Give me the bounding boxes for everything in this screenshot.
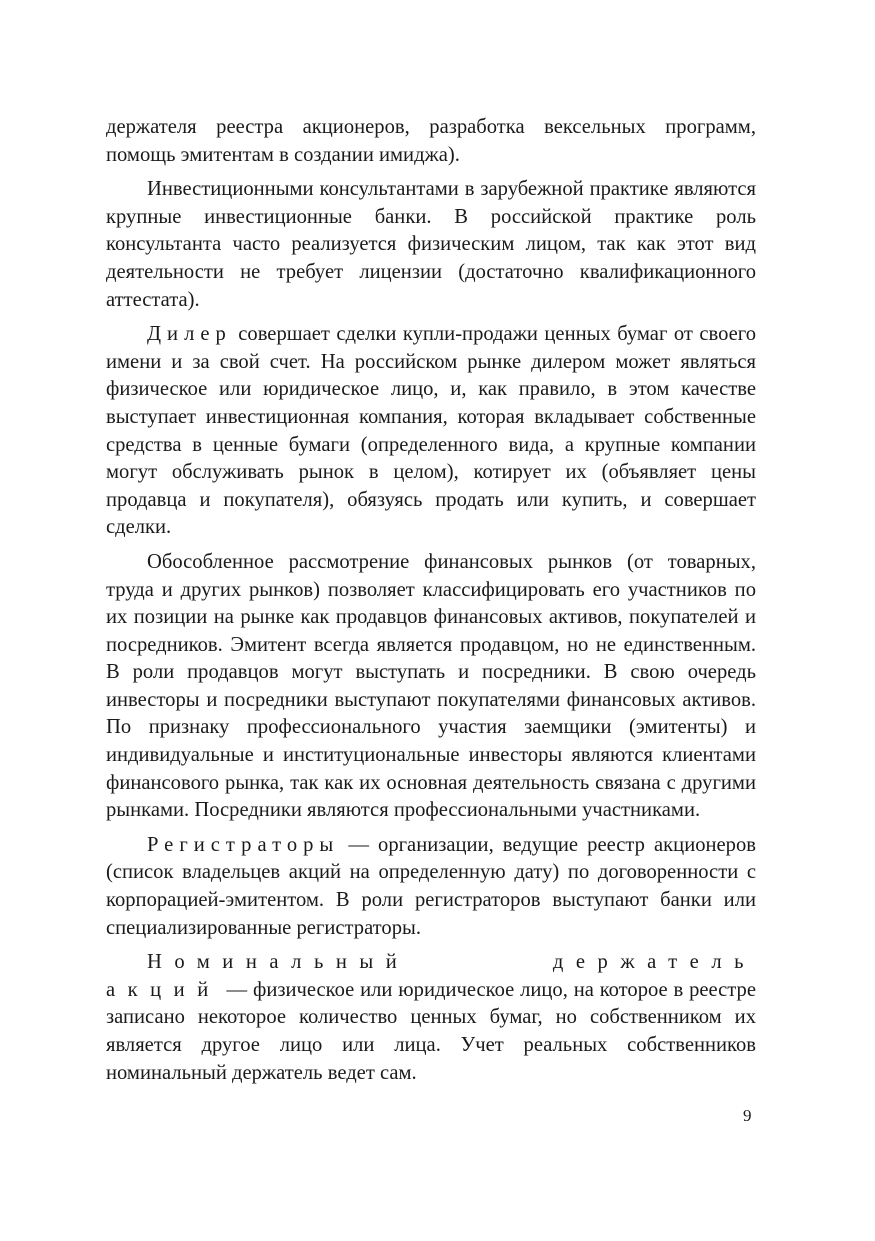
nominee-holder-definition: — физическое или юридическое лицо, на которое в реестре записано некоторое количество ценных бумаг, но собственником их является другое лицо или лица. Учет реальных собственников номинальный держатель ведет сам. <box>106 978 756 1084</box>
paragraph-consultants: Инвестиционными консультантами в зарубежной практике являются крупные инвестиционные банки. В российской практике роль консультанта часто реализуется физическим лицом, так как этот вид деятельности не требует лицензии (достаточно квалификационного аттестата). <box>106 178 756 311</box>
page-number: 9 <box>743 1106 752 1125</box>
paragraph-registrars <box>106 832 756 942</box>
paragraph-dealer <box>106 321 756 542</box>
term-nominee-holder: Номинальный держатель акций <box>106 951 756 1001</box>
term-dealer: Дилер <box>147 323 232 346</box>
paragraph-nominee-holder <box>106 949 756 1087</box>
paragraph-market-participants: Обособленное рассмотрение финансовых рынков (от товарных, труда и других рынков) позволяет классифицировать его участников по их позиции на рынке как продавцов финансовых активов, покупателей и посредников. Эмитент всегда является продавцом, но не единственным. В роли продавцов могут выступать и посредники. В свою очередь инвесторы и посредники выступают покупателями финансовых активов. По признаку профессионального участия заемщики (эмитенты) и индивидуальные и институциональные инвесторы являются клиентами финансового рынка, так как их основная деятельность связана с другими рынками. Посредники являются профессиональными участниками. <box>106 550 756 822</box>
paragraph-continuation: держателя реестра акционеров, разработка вексельных программ, помощь эмитентам в создании имиджа). <box>106 116 756 166</box>
dealer-definition: совершает сделки купли-продажи ценных бумаг от своего имени и за свой счет. На российском рынке дилером может являться физическое или юридическое лицо, и, как правило, в этом качестве выступает инвестиционная компания, которая вкладывает собственные средства в ценные бумаги (определенного вида, а крупные компании могут обслуживать рынок в целом), котирует их (объявляет цены продавца и покупателя), обязуясь продать или купить, и совершает сделки. <box>106 323 756 539</box>
term-registrars: Регистраторы <box>147 833 340 856</box>
registrars-definition: — организации, ведущие реестр акционеров (список владельцев акций на определенную дату) по договоренности с корпорацией-эмитентом. В роли регистраторов выступают банки или специализированные регистраторы. <box>106 833 756 939</box>
body-text <box>106 114 756 1094</box>
